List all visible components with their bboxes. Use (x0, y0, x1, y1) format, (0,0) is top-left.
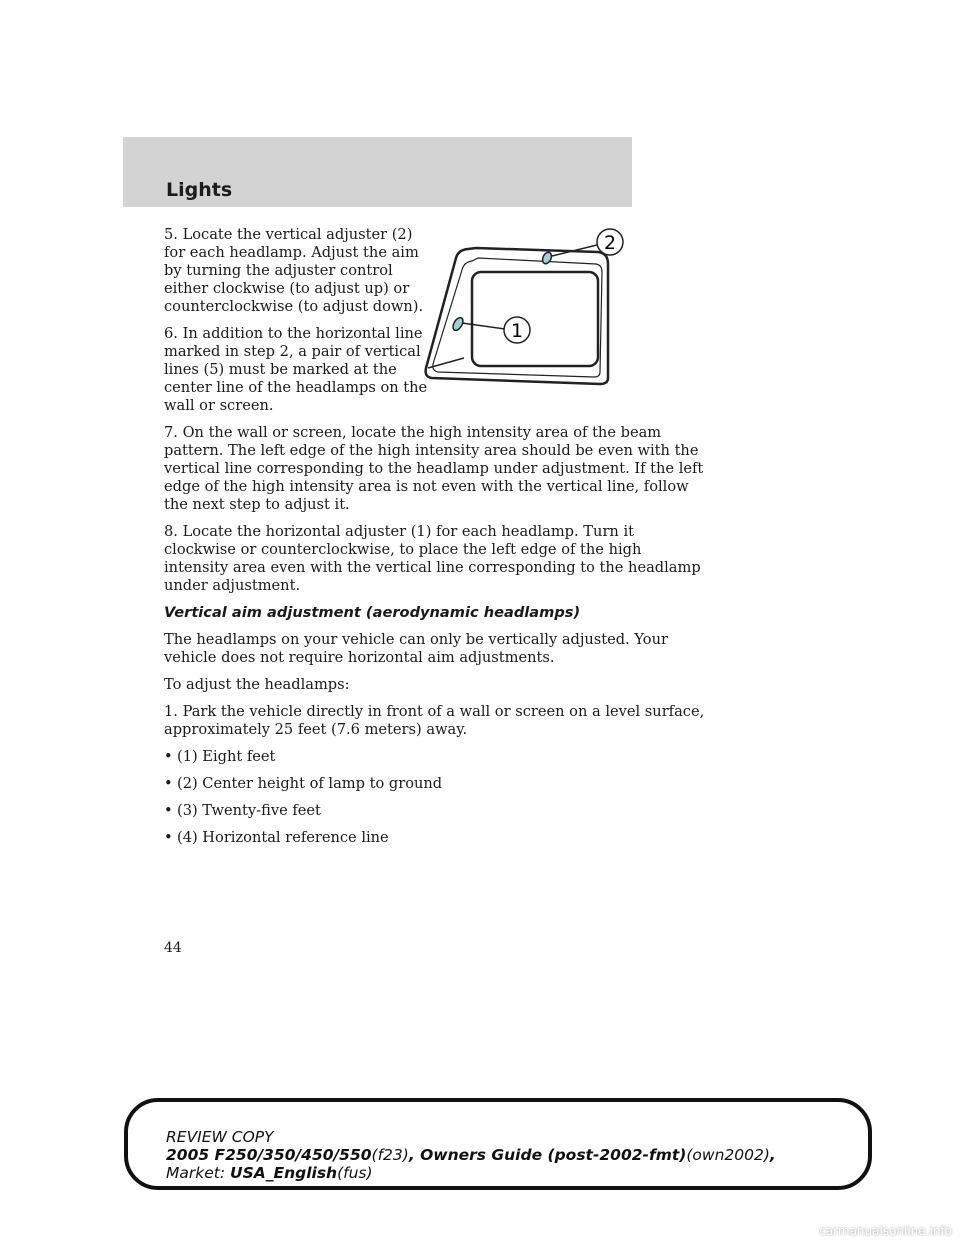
paragraph-line: intensity area even with the vertical line corresponding to the headlamp (164, 559, 701, 576)
paragraph-line: vehicle does not require horizontal aim adjustments. (164, 649, 555, 666)
horizontal-adjuster-icon (451, 316, 465, 332)
bullet-icon: • (164, 802, 173, 819)
paragraph-line: The headlamps on your vehicle can only be vertically adjusted. Your (164, 631, 668, 648)
review-copy-footer (124, 1098, 872, 1190)
paragraph-line: clockwise or counterclockwise, to place the left edge of the high (164, 541, 642, 558)
paragraph-line: 1. Park the vehicle directly in front of a wall or screen on a level surface, (164, 703, 705, 720)
page-number: 44 (164, 940, 182, 956)
paragraph-line: 8. Locate the horizontal adjuster (1) for each headlamp. Turn it (164, 523, 634, 540)
paragraph-line: To adjust the headlamps: (164, 676, 350, 693)
paragraph-line: center line of the headlamps on the (164, 379, 428, 396)
section-title: Lights (166, 179, 233, 201)
callout-1: 1 (510, 320, 524, 342)
paragraph-line: approximately 25 feet (7.6 meters) away. (164, 721, 468, 738)
callout-2: 2 (603, 232, 617, 254)
paragraph-line: under adjustment. (164, 577, 301, 594)
paragraph-line: 5. Locate the vertical adjuster (2) (164, 226, 413, 243)
bullet-icon: • (164, 829, 173, 846)
vertical-adjuster-icon (541, 251, 553, 265)
section-header (123, 137, 632, 207)
paragraph-line: for each headlamp. Adjust the aim (164, 244, 419, 261)
paragraph-line: wall or screen. (164, 397, 274, 414)
paragraph-line: marked in step 2, a pair of vertical (164, 343, 421, 360)
bullet-icon: • (164, 775, 173, 792)
paragraph-line: counterclockwise (to adjust down). (164, 298, 424, 315)
paragraph-line: the next step to adjust it. (164, 496, 350, 513)
footer-line-1: REVIEW COPY (166, 1128, 274, 1146)
list-item: • (3) Twenty-five feet (164, 802, 321, 819)
paragraph-line: by turning the adjuster control (164, 262, 393, 279)
bullet-icon: • (164, 748, 173, 765)
headlamp-adjuster-diagram (412, 222, 632, 390)
paragraph-line: vertical line corresponding to the headlamp under adjustment. If the left (164, 460, 704, 477)
list-item: • (2) Center height of lamp to ground (164, 775, 443, 792)
paragraph-line: lines (5) must be marked at the (164, 361, 397, 378)
paragraph-line: 6. In addition to the horizontal line (164, 325, 423, 342)
paragraph-line: 7. On the wall or screen, locate the high intensity area of the beam (164, 424, 662, 441)
footer-line-3: Market: USA_English(fus) (166, 1164, 373, 1182)
paragraph-line: pattern. The left edge of the high intensity area should be even with the (164, 442, 699, 459)
watermark: carmanualsonline.info (819, 1224, 952, 1238)
list-item: • (4) Horizontal reference line (164, 829, 389, 846)
subsection-heading: Vertical aim adjustment (aerodynamic headlamps) (164, 604, 581, 621)
paragraph-line: either clockwise (to adjust up) or (164, 280, 410, 297)
paragraph-line: edge of the high intensity area is not even with the vertical line, follow (164, 478, 689, 495)
list-item: • (1) Eight feet (164, 748, 276, 765)
footer-line-2: 2005 F250/350/450/550(f23), Owners Guide (post-2002-fmt)(own2002), (166, 1146, 776, 1164)
